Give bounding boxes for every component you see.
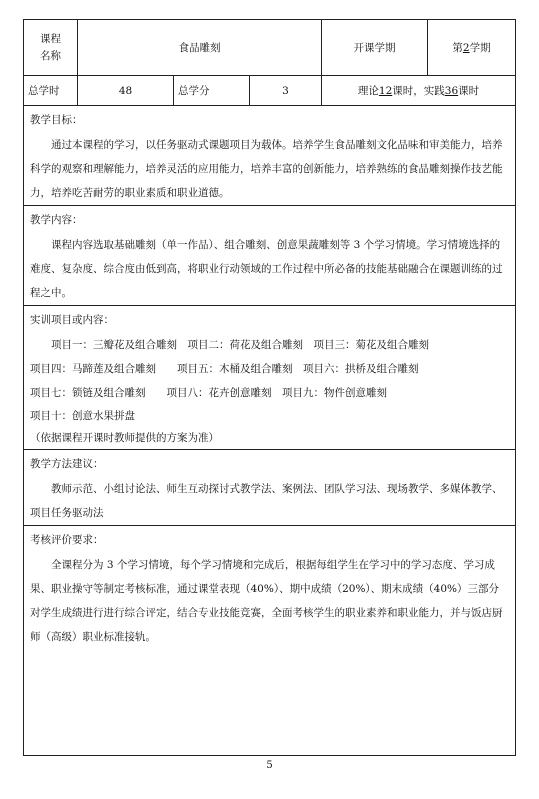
semester-value-cell <box>428 20 516 76</box>
assessment-title: 考核评价要求： <box>30 534 104 546</box>
project-line-3: 项目七：锁链及组合雕刻 项目八：花卉创意雕刻 项目九：物件创意雕刻 <box>30 387 387 399</box>
project-line-1: 项目一：三瓣花及组合雕刻 项目二：荷花及组合雕刻 项目三：菊花及组合雕刻 <box>51 339 429 351</box>
course-name-label-cell <box>24 20 78 76</box>
methods-section <box>24 450 516 526</box>
hours-breakdown <box>322 76 516 106</box>
course-name-value: 食品雕刻 <box>78 20 322 76</box>
goals-title: 教学目标： <box>30 114 83 126</box>
content-section <box>24 206 516 306</box>
goals-text: 通过本课程的学习，以任务驱动式课题项目为载体。培养学生食品雕刻文化品味和审美能力，培养科学的观察和理解能力，培养灵活的应用能力，培养丰富的创新能力，培养熟练的食品雕刻操作技艺能力，培养吃苦耐劳的职业素质和职业道德。 <box>30 139 503 199</box>
total-hours-value: 48 <box>78 76 174 106</box>
goals-row <box>24 106 516 206</box>
projects-section <box>24 306 516 450</box>
credits-value: 3 <box>250 76 322 106</box>
assessment-text: 全课程分为 3 个学习情境，每个学习情境和完成后，根据每组学生在学习中的学习态度、学习成果、职业操守等制定考核标准，通过课堂表现（40%）、期中成绩（20%）、期末成绩（40%）三部分对学生成绩进行进行综合评定，结合专业技能竞赛，全面考核学生的职业素养和职业能力，并与饭店厨师（高级）职业标准接轨。 <box>30 559 503 643</box>
practice-hours: 36 <box>444 85 459 97</box>
practice-suffix: 课时 <box>458 85 480 97</box>
projects-note: （依据课程开课时教师提供的方案为准） <box>30 432 219 444</box>
methods-row <box>24 450 516 526</box>
header-row-hours <box>24 76 516 106</box>
goals-section <box>24 106 516 206</box>
theory-hours: 12 <box>378 85 393 97</box>
content-text: 课程内容选取基础雕刻（单一作品）、组合雕刻、创意果蔬雕刻等 3 个学习情境。学习情境选择的难度、复杂度、综合度由低到高，将职业行动领域的工作过程中所必备的技能基础融合在课题训练的过程之中。 <box>30 239 503 299</box>
projects-title: 实训项目或内容： <box>30 314 114 326</box>
semester-number: 2 <box>462 42 470 54</box>
content-title: 教学内容： <box>30 214 83 226</box>
content-row <box>24 206 516 306</box>
total-hours-label: 总学时 <box>24 76 78 106</box>
course-label-line2: 名称 <box>40 49 61 62</box>
project-line-2: 项目四：马蹄莲及组合雕刻 项目五：木桶及组合雕刻 项目六：拱桥及组合雕刻 <box>30 363 419 375</box>
theory-suffix: 课时，实践 <box>392 85 445 97</box>
assessment-row <box>24 526 516 756</box>
course-syllabus-table <box>23 19 516 756</box>
course-label-line1: 课程 <box>40 32 61 45</box>
methods-title: 教学方法建议： <box>30 458 104 470</box>
theory-prefix: 理论 <box>357 85 379 97</box>
semester-prefix: 第 <box>452 42 463 54</box>
header-row-course <box>24 20 516 76</box>
methods-text: 教师示范、小组讨论法、师生互动探讨式教学法、案例法、团队学习法、现场教学、多媒体教学、项目任务驱动法 <box>30 483 503 519</box>
assessment-section <box>24 526 516 756</box>
projects-row <box>24 306 516 450</box>
credits-label: 总学分 <box>174 76 250 106</box>
semester-label: 开课学期 <box>322 20 428 76</box>
semester-suffix: 学期 <box>469 42 491 54</box>
page-number: 5 <box>266 760 273 771</box>
project-line-4: 项目十：创意水果拼盘 <box>30 410 135 422</box>
